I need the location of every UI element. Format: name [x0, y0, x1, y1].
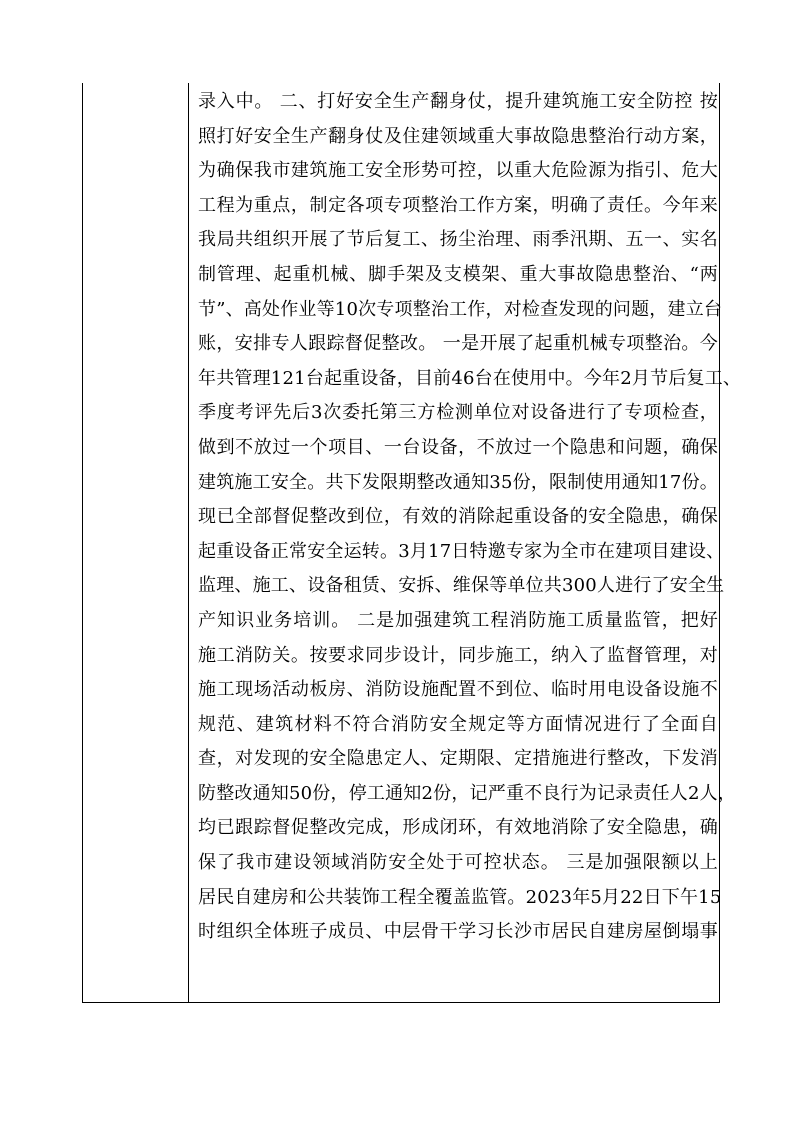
text-line: 季度考评先后3次委托第三方检测单位对设备进行了专项检查， [198, 402, 718, 424]
text-line: 施工现场活动板房、消防设施配置不到位、临时用电设备设施不 [198, 679, 718, 701]
text-line: 照打好安全生产翻身仗及住建领域重大事故隐患整治行动方案， [198, 125, 718, 147]
text-line: 保了我市建设领域消防安全处于可控状态。 三是加强限额以上 [198, 852, 718, 874]
text-line: 建筑施工安全。共下发限期整改通知35份，限制使用通知17份。 [198, 471, 718, 493]
text-line: 工程为重点，制定各项专项整治工作方案，明确了责任。今年来 [198, 194, 718, 216]
text-line: 施工消防关。按要求同步设计，同步施工，纳入了监督管理，对 [198, 644, 718, 666]
text-line: 规范、建筑材料不符合消防安全规定等方面情况进行了全面自 [198, 713, 718, 735]
text-line: 制管理、起重机械、脚手架及支模架、重大事故隐患整治、“两 [198, 263, 718, 285]
text-line: 监理、施工、设备租赁、安拆、维保等单位共300人进行了安全生 [198, 575, 725, 597]
text-line: 我局共组织开展了节后复工、扬尘治理、雨季汛期、五一、实名 [198, 229, 718, 251]
text-line: 账，安排专人跟踪督促整改。 一是开展了起重机械专项整治。今 [198, 333, 718, 355]
text-line: 时组织全体班子成员、中层骨干学习长沙市居民自建房屋倒塌事 [198, 921, 718, 943]
text-line: 做到不放过一个项目、一台设备，不放过一个隐患和问题，确保 [198, 436, 718, 458]
text-line: 年共管理121台起重设备，目前46台在使用中。今年2月节后复工、 [198, 367, 742, 389]
text-line: 录入中。 二、打好安全生产翻身仗，提升建筑施工安全防控 按 [198, 91, 718, 112]
column-divider [188, 83, 189, 1002]
text-line: 产知识业务培训。 二是加强建筑工程消防施工质量监管，把好 [198, 609, 718, 631]
text-line: 查，对发现的安全隐患定人、定期限、定措施进行整改，下发消 [198, 748, 718, 770]
text-line: 为确保我市建筑施工安全形势可控，以重大危险源为指引、危大 [198, 160, 718, 182]
text-line: 均已跟踪督促整改完成，形成闭环，有效地消除了安全隐患，确 [198, 817, 718, 839]
text-line: 防整改通知50份，停工通知2份，记严重不良行为记录责任人2人， [198, 782, 737, 804]
text-line: 节”、高处作业等10次专项整治工作，对检查发现的问题，建立台 [198, 298, 723, 320]
text-line: 起重设备正常安全运转。3月17日特邀专家为全市在建项目建设、 [198, 540, 725, 562]
text-line: 居民自建房和公共装饰工程全覆盖监管。2023年5月22日下午15 [198, 886, 722, 908]
content-cell [198, 85, 742, 950]
text-line: 现已全部督促整改到位，有效的消除起重设备的安全隐患，确保 [198, 506, 718, 528]
document-table [82, 83, 742, 1003]
